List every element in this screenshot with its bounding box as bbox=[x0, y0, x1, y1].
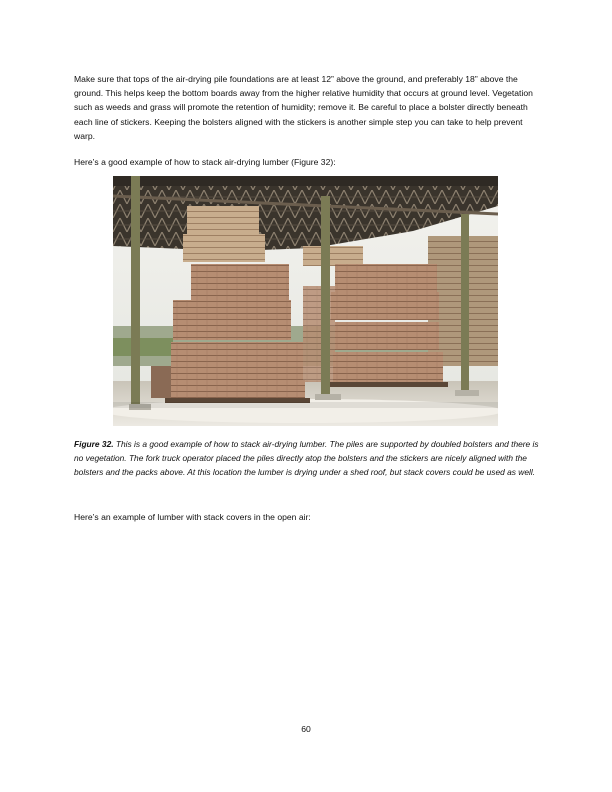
figure-caption bbox=[74, 437, 540, 480]
figure-label: Figure 32. bbox=[74, 439, 114, 449]
figure-caption-text: This is a good example of how to stack air-drying lumber. The piles are supported by doubled bolsters and there is no vegetation. The fork truck operator placed the piles directly atop the bolsters and the stickers are nicely aligned with the bolsters and the packs above. At this location the lumber is drying under a shed roof, but stack covers could be used as well. bbox=[74, 439, 539, 478]
figure-intro-paragraph: Here’s a good example of how to stack air-drying lumber (Figure 32): bbox=[74, 157, 336, 167]
lumber-shed-photo bbox=[113, 176, 498, 426]
body-paragraph: Make sure that tops of the air-drying pile foundations are at least 12” above the ground, and preferably 18” above the ground. This helps keep the bottom boards away from the higher relative humidity that occurs at ground level. Vegetation such as weeds and grass will promote the retention of humidity; remove it. Be careful to place a bolster directly beneath each line of stickers. Keeping the bolsters aligned with the stickers is another simple step you can take to help prevent warp. bbox=[74, 74, 533, 141]
page-number: 60 bbox=[301, 724, 311, 734]
closing-paragraph: Here’s an example of lumber with stack covers in the open air: bbox=[74, 512, 311, 522]
